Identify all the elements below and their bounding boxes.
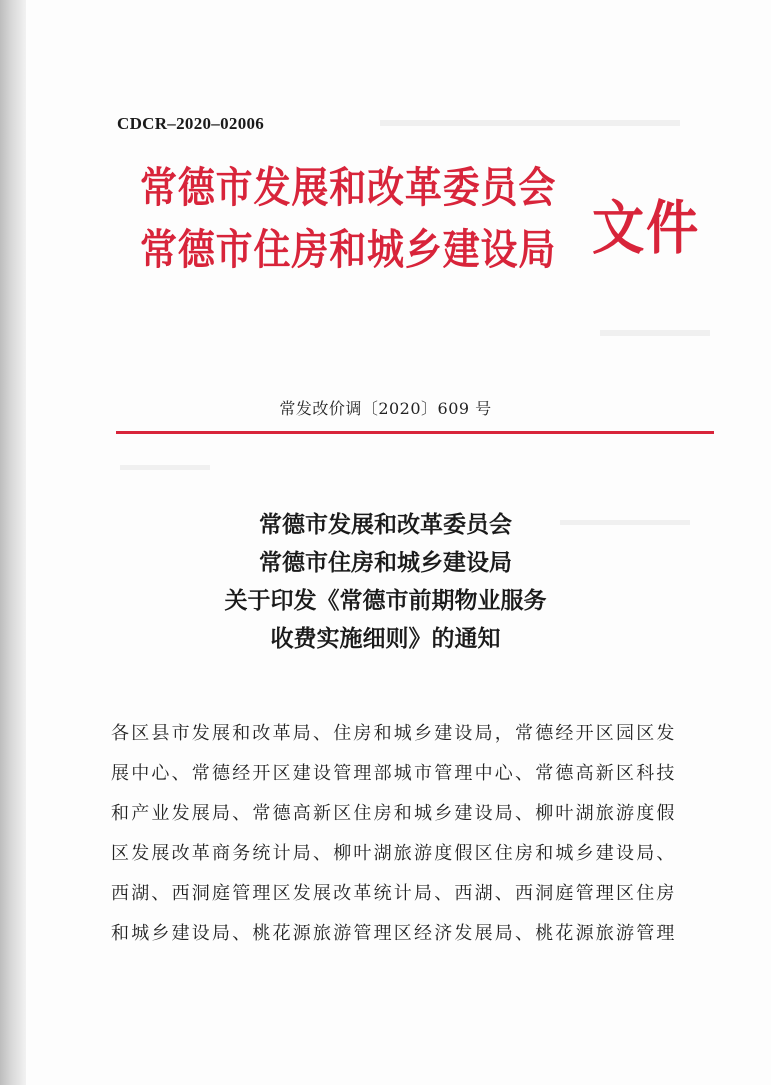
issuer-suffix: 文件 xyxy=(592,194,701,262)
bleed-through-mark xyxy=(600,330,710,336)
document-number: 常发改价调〔2020〕609 号 xyxy=(279,399,492,418)
issuer-header xyxy=(140,164,613,274)
body-line-6: 和城乡建设局、桃花源旅游管理区经济发展局、桃花源旅游管理 xyxy=(111,923,677,944)
red-divider xyxy=(116,431,714,434)
body-line-2: 展中心、常德经开区建设管理部城市管理中心、常德高新区科技 xyxy=(111,763,677,784)
document-code: CDCR–2020–02006 xyxy=(117,114,265,133)
issuer-line-1: 常德市发展和改革委员会 xyxy=(140,163,557,212)
title-line-4: 收费实施细则》的通知 xyxy=(270,626,501,652)
issuer-line-2: 常德市住房和城乡建设局 xyxy=(140,225,557,274)
body-paragraph xyxy=(111,714,711,954)
bleed-through-mark xyxy=(120,465,210,470)
title-line-1: 常德市发展和改革委员会 xyxy=(259,512,512,538)
body-line-5: 西湖、西洞庭管理区发展改革统计局、西湖、西洞庭管理区住房 xyxy=(111,883,677,904)
body-line-4: 区发展改革商务统计局、柳叶湖旅游度假区住房和城乡建设局、 xyxy=(111,843,677,864)
title-line-2: 常德市住房和城乡建设局 xyxy=(259,550,512,576)
body-line-3: 和产业发展局、常德高新区住房和城乡建设局、柳叶湖旅游度假 xyxy=(111,803,677,824)
title-line-3: 关于印发《常德市前期物业服务 xyxy=(224,588,547,614)
bleed-through-mark xyxy=(380,120,680,126)
notice-title xyxy=(0,506,771,658)
body-line-1: 各区县市发展和改革局、住房和城乡建设局，常德经开区园区发 xyxy=(111,723,677,744)
